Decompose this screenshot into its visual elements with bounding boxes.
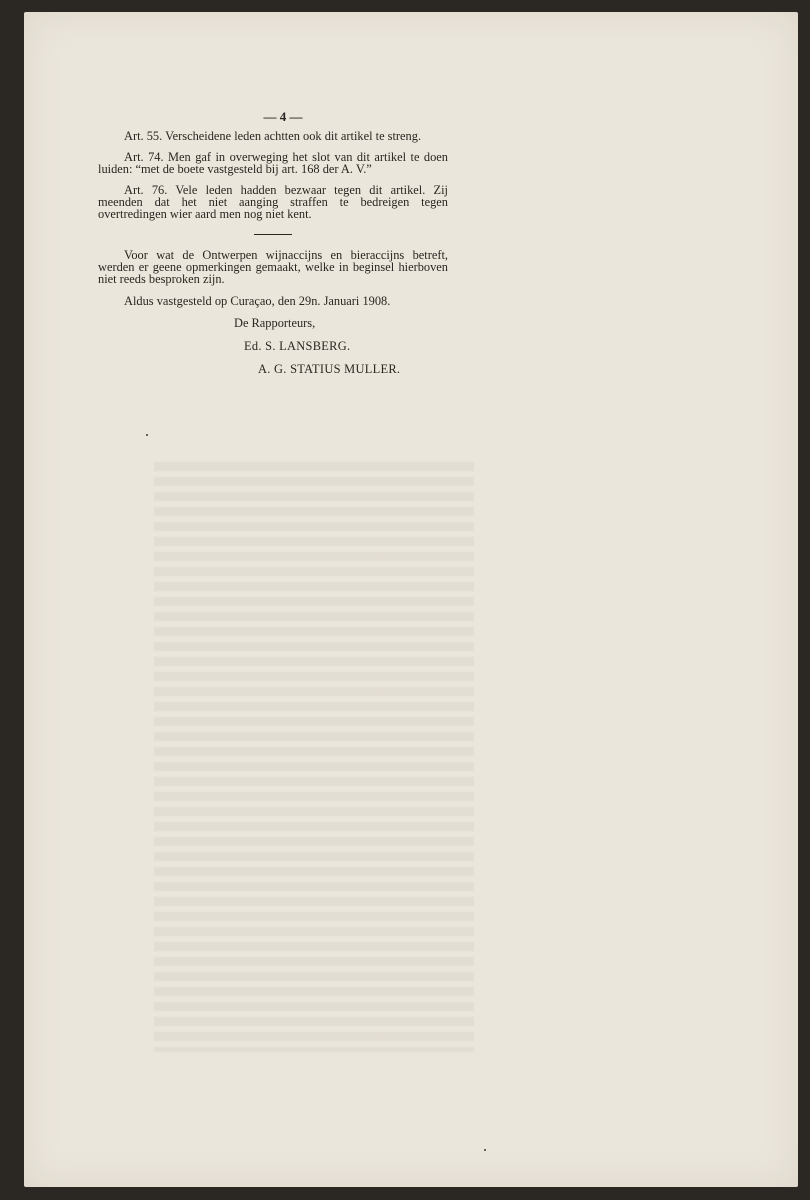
paragraph-art-55: Art. 55. Verscheidene leden achtten ook dit artikel te streng. — [124, 129, 422, 143]
paragraph-art-74: Art. 74. Men gaf in overweging het slot van dit artikel te doen luiden: “met de boete vastgesteld bij art. 168 der A. V.” — [98, 150, 448, 176]
signatory-statius-muller: A. G. STATIUS MULLER. — [258, 362, 401, 376]
paragraph-art-76: Art. 76. Vele leden hadden bezwaar tegen dit artikel. Zij meenden dat het niet aanging straffen te bedreigen tegen overtredingen wier aard men nog niet kent. — [98, 183, 448, 221]
paper-speck — [146, 434, 148, 436]
bleed-through-text — [154, 462, 474, 1052]
document-body — [98, 111, 448, 386]
signatory-lansberg: Ed. S. LANSBERG. — [244, 339, 351, 353]
paper-speck — [484, 1149, 486, 1151]
paragraph-vastgesteld: Aldus vastgesteld op Curaçao, den 29n. Januari 1908. — [124, 294, 391, 308]
section-divider — [254, 234, 292, 235]
page-number: — 4 — — [263, 109, 303, 124]
paragraph-wijnaccijns: Voor wat de Ontwerpen wijnaccijns en bieraccijns betreft, werden er geene opmerkingen gemaakt, welke in beginsel hierboven niet reeds besproken zijn. — [98, 248, 448, 286]
document-page — [24, 12, 798, 1187]
signature-block — [98, 317, 448, 375]
signature-heading: De Rapporteurs, — [234, 316, 316, 330]
